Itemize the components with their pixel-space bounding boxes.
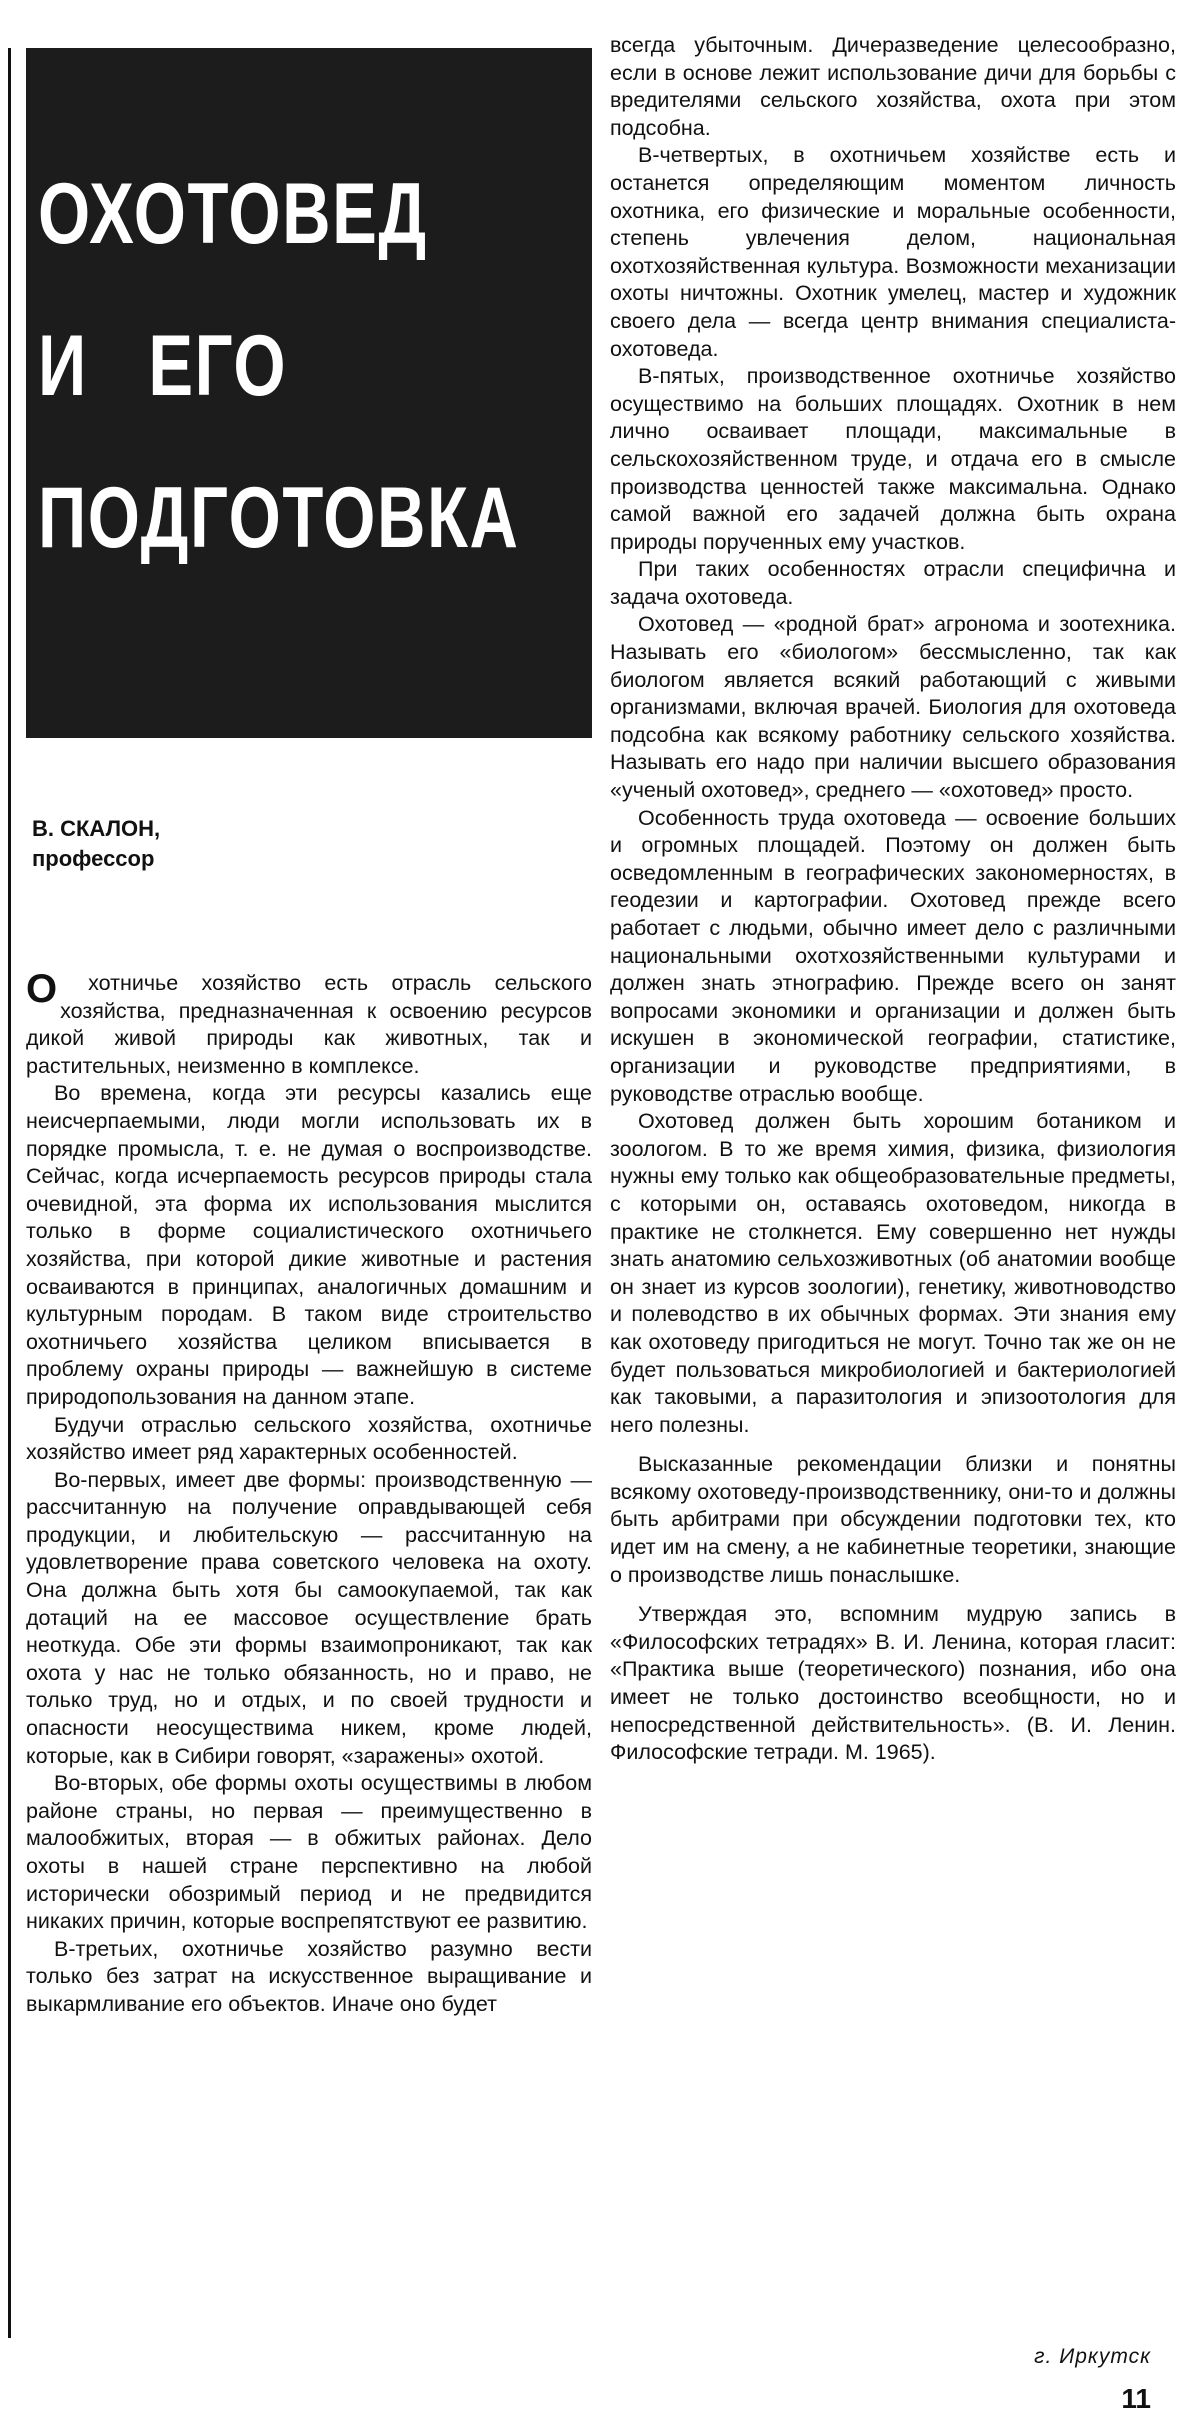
title-block xyxy=(26,48,592,738)
article-paragraph: Утверждая это, вспомним мудрую запись в «Философских тетрадях» В. И. Ленина, которая гласит: «Практика выше (теоретического) познания, ибо она имеет не только достоинство всеобщности, но и непосредственной действительность». (В. И. Ленин. Философские тетради. М. 1965). xyxy=(610,1602,1176,1765)
article-paragraph: всегда убыточным. Дичеразведение целесообразно, если в основе лежит использование дичи для борьбы с вредителями сельского хозяйства, охота при этом подсобна. xyxy=(610,33,1176,140)
article-paragraph: О хотничье хозяйство есть отрасль сельского хозяйства, предназначенная к освоению ресурсов дикой живой природы как животных, так и растительных, неизменно в комплексе. xyxy=(26,970,592,1080)
title-line-2: И ЕГО xyxy=(38,318,288,414)
article-paragraph: В-третьих, охотничье хозяйство разумно вести только без затрат на искусственное выращивание и выкармливание его объектов. Иначе оно будет xyxy=(26,1936,592,2016)
article-paragraph: В-пятых, производственное охотничье хозяйство осуществимо на больших площадях. Охотник в нем лично осваивает площади, максимальные в сельскохозяйственном труде, и отдача его в смысле производства ценностей также максимальна. Однако самой важной его задачей должна быть охрана природы порученных ему участков. xyxy=(610,364,1176,554)
dateline-city: г. Иркутск xyxy=(1034,2345,1151,2368)
article-paragraph: При таких особенностях отрасли специфична и задача охотоведа. xyxy=(610,557,1176,609)
article-paragraph: Охотовед должен быть хорошим ботаником и зоологом. В то же время химия, физика, физиология нужны ему только как общеобразовательные предметы, с которыми он, оставаясь охотоведом, никогда в практике не столкнется. Ему совершенно нет нужды знать анатомию сельхозживотных (об анатомии вообще он знает из курсов зоологии), генетику, животноводство и полеводство в их обычных формах. Эти знания ему как охотоведу пригодиться не могут. Точно так же он не будет пользоваться микробиологией и бактериологией как таковыми, а паразитология и эпизоотология для него полезны. xyxy=(610,1109,1176,1437)
page-margin-rule xyxy=(8,48,11,2338)
author-role: профессор xyxy=(32,846,155,871)
author-name: В. СКАЛОН, xyxy=(32,816,161,841)
article-paragraph: Во времена, когда эти ресурсы казались еще неисчерпаемыми, люди могли использовать их в порядке промысла, т. е. не думая о воспроизводстве. Сейчас, когда исчерпаемость ресурсов природы стала очевидной, эта форма их использования мыслится только в форме социалистического охотничьего хозяйства, при которой дикие животные и растения осваиваются в принципах, аналогичных домашним и культурным породам. В таком виде строительство охотничьего хозяйства целиком вписывается в проблему охраны природы — важнейшую в системе природопользования на данном этапе. xyxy=(26,1081,592,1409)
article-paragraph: Охотовед — «родной брат» агронома и зоотехника. Называть его «биологом» бессмысленно, так как биологом является всякий работающий с живыми организмами, включая врачей. Биология для охотоведа подсобна как всякому работнику сельского хозяйства. Называть его надо при наличии высшего образования «ученый охотовед», среднего — «охотовед» просто. xyxy=(610,612,1176,803)
article-left-text xyxy=(26,967,592,2019)
title-line-1: ОХОТОВЕД xyxy=(38,166,428,262)
article-paragraph: Высказанные рекомендации близки и понятны всякому охотоведу-производственнику, они-то и должны быть арбитрами при обсуждении подготовки тех, кто идет им на смену, а не кабинетные теоретики, знающие о производстве лишь понаслышке. xyxy=(610,1452,1176,1587)
article-paragraph: В-четвертых, в охотничьем хозяйстве есть и останется определяющим моментом личность охотника, его физические и моральные особенности, степень увлечения делом, национальная охотхозяйственная культура. Возможности механизации охоты ничтожны. Охотник умелец, мастер и художник своего дела — всегда центр внимания специалиста-охотоведа. xyxy=(610,143,1176,361)
article-paragraph: Будучи отраслью сельского хозяйства, охотничье хозяйство имеет ряд характерных особенностей. xyxy=(26,1412,592,1465)
article-paragraph: Во-вторых, обе формы охоты осуществимы в любом районе страны, но первая — преимущественно в малообжитых, вторая — в обжитых районах. Дело охоты в нашей стране перспективно на любой исторически обозримый период и не предвидится никаких причин, которые воспрепятствуют ее развитию. xyxy=(26,1771,592,1934)
title-line-3: ПОДГОТОВКА xyxy=(38,470,520,566)
left-column xyxy=(26,48,592,2019)
right-column xyxy=(610,32,1176,1767)
article-paragraph: Особенность труда охотоведа — освоение больших и огромных площадей. Поэтому он должен быть осведомленным в географических закономерностях, в геодезии и картографии. Охотовед прежде всего работает с людьми, обычно имеет дело с различными национальными охотхозяйственными культурами и должен знать этнографию. Прежде всего он занят вопросами экономики и организации и должен быть искушен в экономической географии, статистике, организации и руководстве предприятиями, в руководстве отраслью вообще. xyxy=(610,805,1176,1106)
article-paragraph: Во-первых, имеет две формы: производственную — рассчитанную на получение оправдывающей себя продукции, и любительскую — рассчитанную на удовлетворение права советского человека на охоту. Она должна быть хотя бы самоокупаемой, так как дотаций на ее массовое осуществление брать неоткуда. Обе эти формы взаимопроникают, так как охота у нас не только обязанность, но и право, не только труд, но и отдых, и по своей трудности и опасности неосуществима никем, кроме людей, которые, как в Сибири говорят, «заражены» охотой. xyxy=(26,1467,592,1768)
drop-cap: О xyxy=(26,967,58,1011)
byline xyxy=(26,814,592,874)
page-number: 11 xyxy=(1121,2383,1151,2414)
